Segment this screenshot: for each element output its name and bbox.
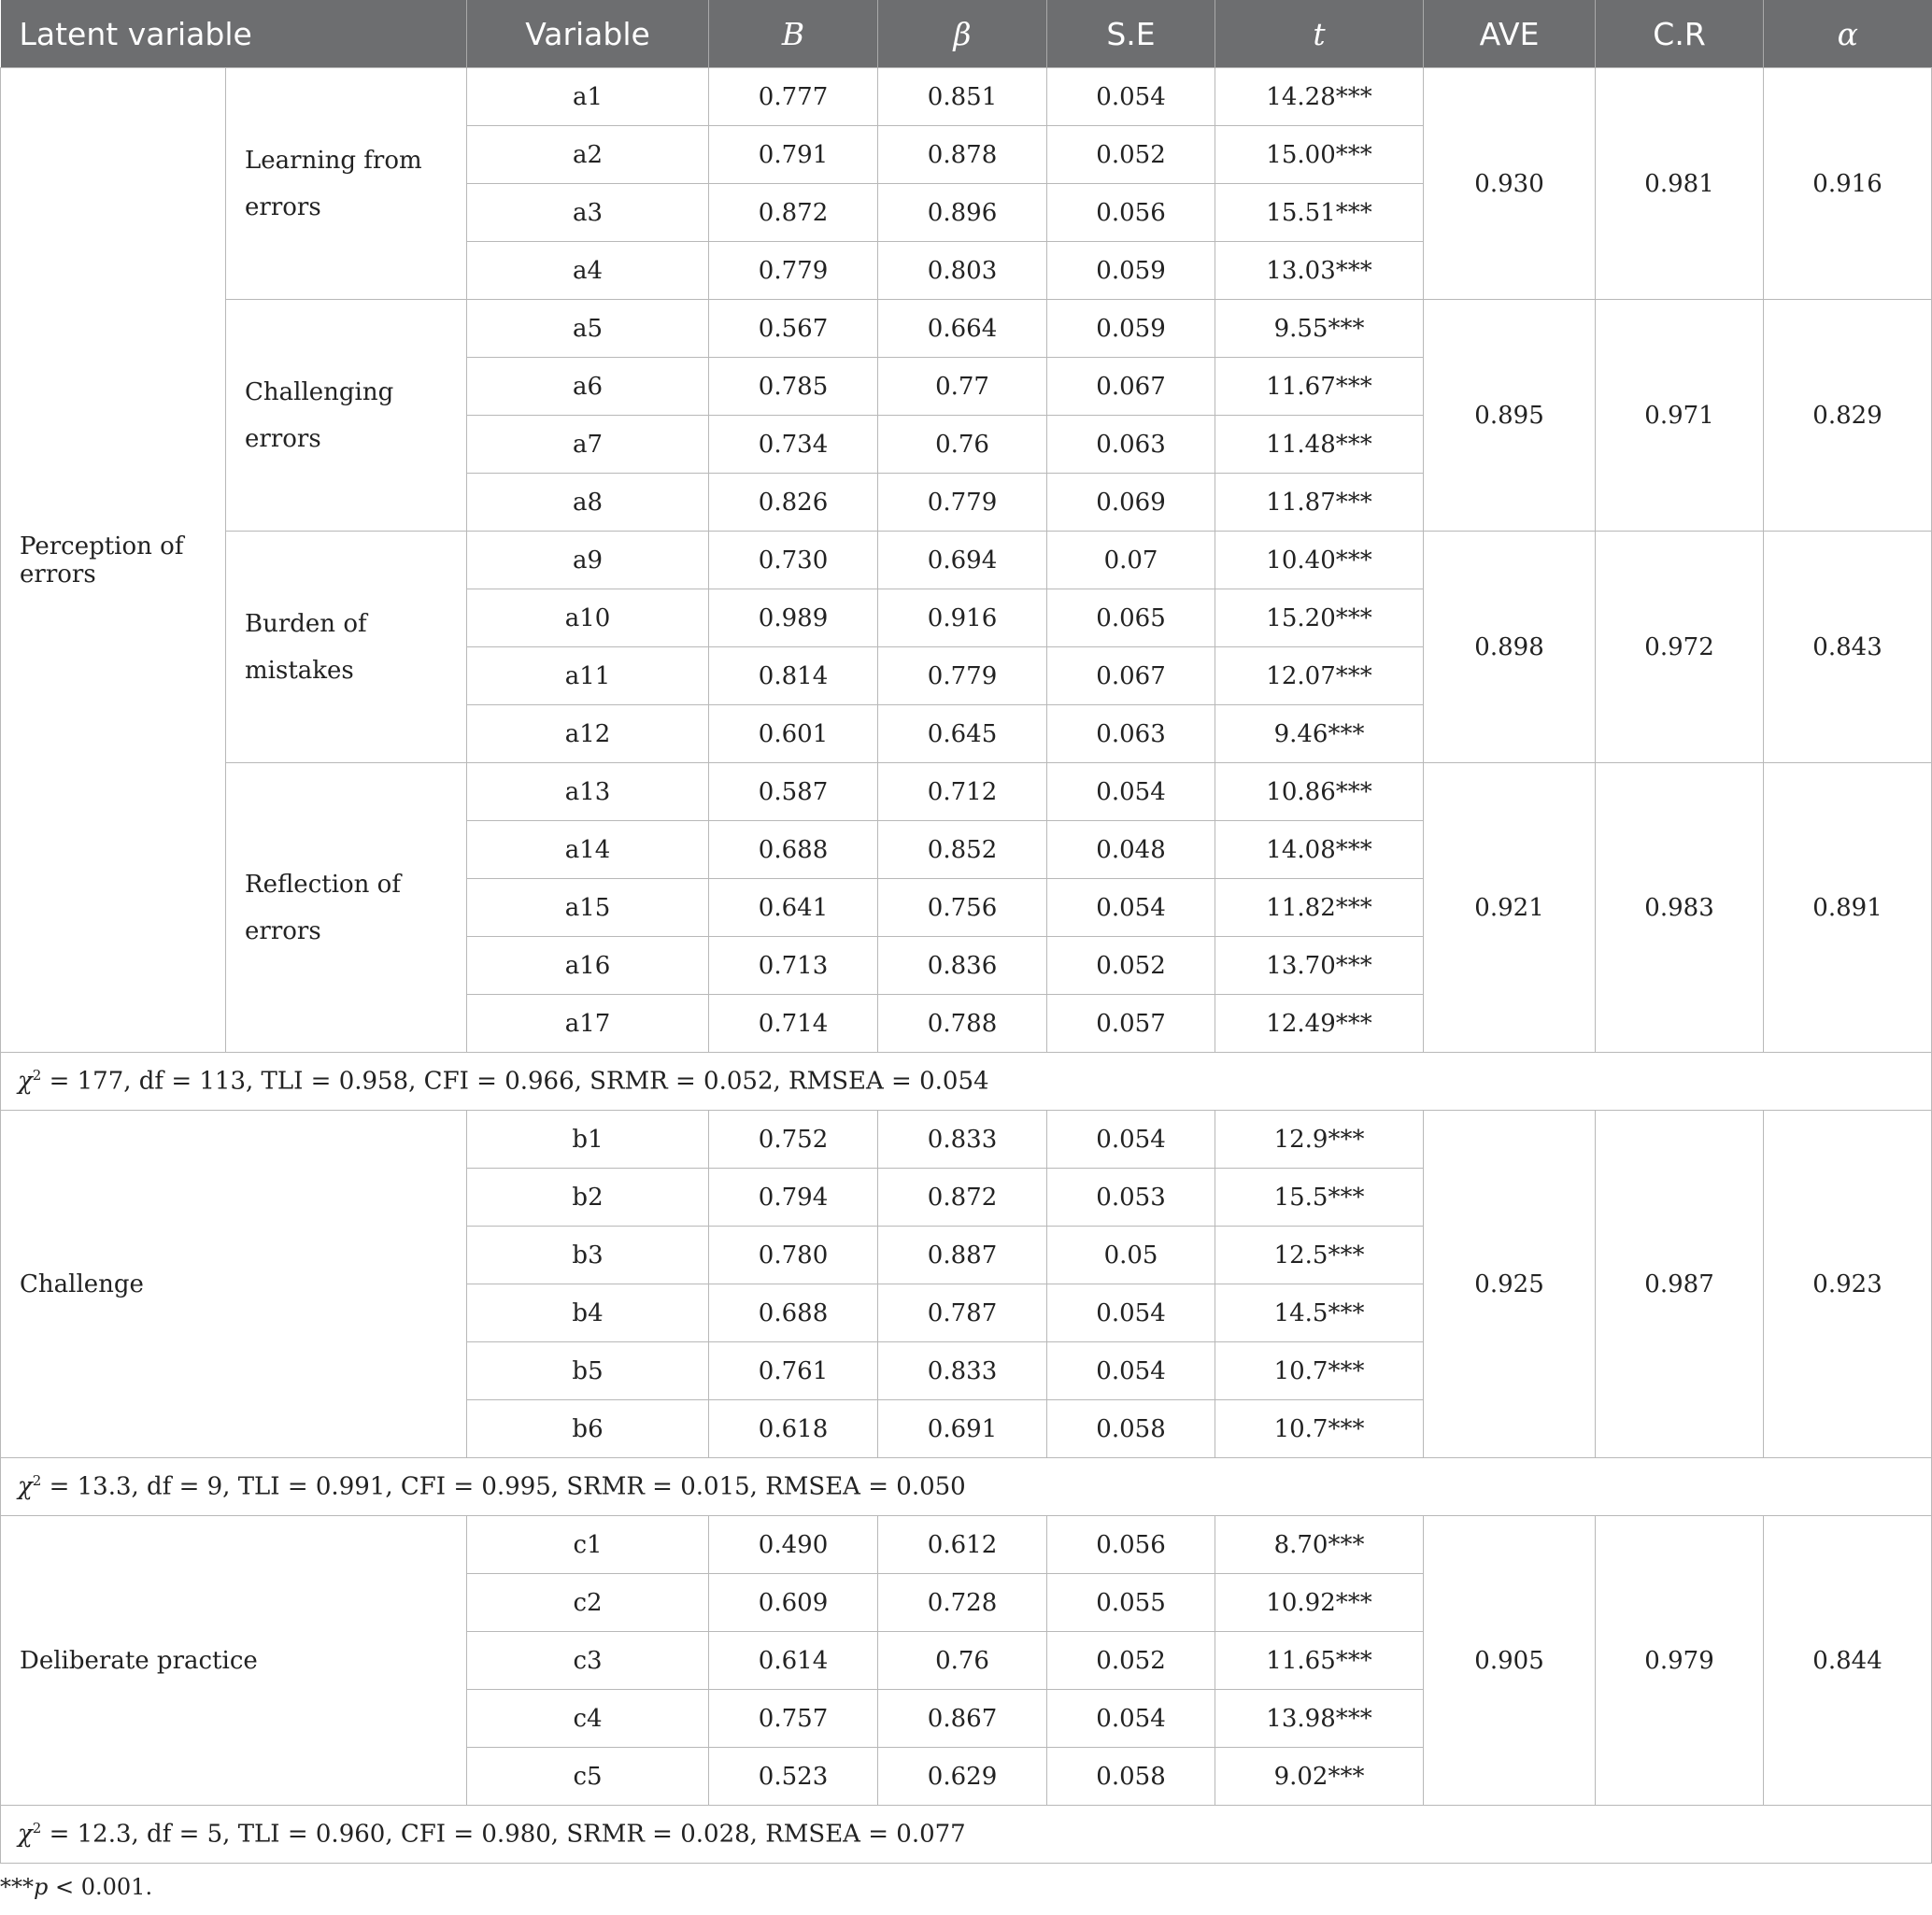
beta-cell: 0.867 [878, 1690, 1047, 1748]
t-cell: 15.00*** [1215, 126, 1424, 184]
subfactor-label: Burden of mistakes [226, 532, 467, 763]
variable-cell: c1 [467, 1516, 709, 1574]
footnote [0, 1874, 152, 1900]
se-cell: 0.054 [1047, 763, 1215, 821]
subfactor-label: Learning from errors [226, 68, 467, 300]
alpha-cell: 0.916 [1764, 68, 1932, 300]
ave-cell: 0.925 [1424, 1111, 1596, 1458]
footnote-text: < 0.001. [48, 1874, 153, 1900]
beta-cell: 0.788 [878, 995, 1047, 1053]
fit-index-cell [1, 1458, 1932, 1516]
t-cell: 10.7*** [1215, 1400, 1424, 1458]
se-cell: 0.059 [1047, 242, 1215, 300]
beta-cell: 0.896 [878, 184, 1047, 242]
variable-cell: a9 [467, 532, 709, 589]
beta-cell: 0.612 [878, 1516, 1047, 1574]
t-cell: 10.40*** [1215, 532, 1424, 589]
b-cell: 0.609 [709, 1574, 878, 1632]
cr-cell: 0.971 [1596, 300, 1764, 532]
header-variable: Variable [467, 0, 709, 68]
se-cell: 0.052 [1047, 126, 1215, 184]
t-cell: 15.20*** [1215, 589, 1424, 647]
cr-cell: 0.979 [1596, 1516, 1764, 1806]
fit-index-row [1, 1806, 1932, 1864]
b-cell: 0.614 [709, 1632, 878, 1690]
variable-cell: a14 [467, 821, 709, 879]
beta-cell: 0.836 [878, 937, 1047, 995]
se-cell: 0.053 [1047, 1169, 1215, 1227]
chi-symbol: χ [18, 1472, 33, 1501]
fit-index-cell [1, 1053, 1932, 1111]
table-body [1, 68, 1932, 1864]
t-cell: 11.87*** [1215, 474, 1424, 532]
b-cell: 0.713 [709, 937, 878, 995]
b-cell: 0.730 [709, 532, 878, 589]
se-cell: 0.054 [1047, 68, 1215, 126]
ave-cell: 0.905 [1424, 1516, 1596, 1806]
header-row [1, 0, 1932, 68]
latent-variable-label: Challenge [1, 1111, 467, 1458]
b-cell: 0.757 [709, 1690, 878, 1748]
variable-cell: a16 [467, 937, 709, 995]
variable-cell: a6 [467, 358, 709, 416]
se-cell: 0.067 [1047, 358, 1215, 416]
beta-cell: 0.756 [878, 879, 1047, 937]
ave-cell: 0.898 [1424, 532, 1596, 763]
variable-cell: b5 [467, 1342, 709, 1400]
t-cell: 10.92*** [1215, 1574, 1424, 1632]
se-cell: 0.054 [1047, 1690, 1215, 1748]
variable-cell: a15 [467, 879, 709, 937]
b-cell: 0.490 [709, 1516, 878, 1574]
footnote-p: p [34, 1874, 49, 1900]
b-cell: 0.688 [709, 821, 878, 879]
t-cell: 12.49*** [1215, 995, 1424, 1053]
b-cell: 0.779 [709, 242, 878, 300]
variable-cell: c3 [467, 1632, 709, 1690]
variable-cell: a17 [467, 995, 709, 1053]
b-cell: 0.587 [709, 763, 878, 821]
t-cell: 14.28*** [1215, 68, 1424, 126]
t-cell: 10.7*** [1215, 1342, 1424, 1400]
t-cell: 12.9*** [1215, 1111, 1424, 1169]
beta-cell: 0.664 [878, 300, 1047, 358]
se-cell: 0.055 [1047, 1574, 1215, 1632]
se-cell: 0.07 [1047, 532, 1215, 589]
table-row [1, 763, 1932, 821]
beta-cell: 0.694 [878, 532, 1047, 589]
variable-cell: a8 [467, 474, 709, 532]
se-cell: 0.056 [1047, 1516, 1215, 1574]
t-cell: 10.86*** [1215, 763, 1424, 821]
fit-index-text: = 12.3, df = 5, TLI = 0.960, CFI = 0.980, SRMR = 0.028, RMSEA = 0.077 [41, 1820, 966, 1849]
subfactor-label: Reflection of errors [226, 763, 467, 1053]
b-cell: 0.791 [709, 126, 878, 184]
ave-cell: 0.921 [1424, 763, 1596, 1053]
alpha-cell: 0.923 [1764, 1111, 1932, 1458]
variable-cell: b1 [467, 1111, 709, 1169]
b-cell: 0.780 [709, 1227, 878, 1284]
se-cell: 0.059 [1047, 300, 1215, 358]
b-cell: 0.777 [709, 68, 878, 126]
beta-cell: 0.852 [878, 821, 1047, 879]
t-cell: 11.48*** [1215, 416, 1424, 474]
alpha-cell: 0.844 [1764, 1516, 1932, 1806]
b-cell: 0.618 [709, 1400, 878, 1458]
b-cell: 0.785 [709, 358, 878, 416]
b-cell: 0.523 [709, 1748, 878, 1806]
header-cr: C.R [1596, 0, 1764, 68]
header-se: S.E [1047, 0, 1215, 68]
t-cell: 13.03*** [1215, 242, 1424, 300]
table-row [1, 300, 1932, 358]
b-cell: 0.826 [709, 474, 878, 532]
b-cell: 0.567 [709, 300, 878, 358]
header-t: t [1215, 0, 1424, 68]
t-cell: 13.98*** [1215, 1690, 1424, 1748]
alpha-cell: 0.891 [1764, 763, 1932, 1053]
latent-variable-label: Deliberate practice [1, 1516, 467, 1806]
cr-cell: 0.972 [1596, 532, 1764, 763]
chi-superscript: 2 [32, 1067, 42, 1085]
beta-cell: 0.691 [878, 1400, 1047, 1458]
variable-cell: a5 [467, 300, 709, 358]
b-cell: 0.601 [709, 705, 878, 763]
variable-cell: b2 [467, 1169, 709, 1227]
alpha-cell: 0.829 [1764, 300, 1932, 532]
t-cell: 13.70*** [1215, 937, 1424, 995]
variable-cell: b4 [467, 1284, 709, 1342]
beta-cell: 0.872 [878, 1169, 1047, 1227]
se-cell: 0.063 [1047, 705, 1215, 763]
table-row [1, 1516, 1932, 1574]
variable-cell: b6 [467, 1400, 709, 1458]
se-cell: 0.054 [1047, 879, 1215, 937]
t-cell: 14.5*** [1215, 1284, 1424, 1342]
ave-cell: 0.930 [1424, 68, 1596, 300]
se-cell: 0.054 [1047, 1284, 1215, 1342]
se-cell: 0.052 [1047, 1632, 1215, 1690]
cr-cell: 0.987 [1596, 1111, 1764, 1458]
variable-cell: a3 [467, 184, 709, 242]
beta-cell: 0.779 [878, 474, 1047, 532]
cr-cell: 0.981 [1596, 68, 1764, 300]
variable-cell: a10 [467, 589, 709, 647]
b-cell: 0.734 [709, 416, 878, 474]
chi-symbol: χ [18, 1820, 33, 1849]
se-cell: 0.058 [1047, 1400, 1215, 1458]
fit-index-cell [1, 1806, 1932, 1864]
table-row [1, 532, 1932, 589]
beta-cell: 0.887 [878, 1227, 1047, 1284]
b-cell: 0.714 [709, 995, 878, 1053]
se-cell: 0.063 [1047, 416, 1215, 474]
se-cell: 0.065 [1047, 589, 1215, 647]
t-cell: 9.55*** [1215, 300, 1424, 358]
header-latent-variable: Latent variable [1, 0, 467, 68]
b-cell: 0.641 [709, 879, 878, 937]
beta-cell: 0.728 [878, 1574, 1047, 1632]
t-cell: 9.46*** [1215, 705, 1424, 763]
beta-cell: 0.76 [878, 416, 1047, 474]
se-cell: 0.048 [1047, 821, 1215, 879]
beta-cell: 0.833 [878, 1342, 1047, 1400]
header-beta: β [878, 0, 1047, 68]
b-cell: 0.989 [709, 589, 878, 647]
beta-cell: 0.712 [878, 763, 1047, 821]
se-cell: 0.054 [1047, 1111, 1215, 1169]
se-cell: 0.058 [1047, 1748, 1215, 1806]
variable-cell: a1 [467, 68, 709, 126]
variable-cell: b3 [467, 1227, 709, 1284]
se-cell: 0.069 [1047, 474, 1215, 532]
b-cell: 0.794 [709, 1169, 878, 1227]
header-ave: AVE [1424, 0, 1596, 68]
chi-symbol: χ [18, 1067, 33, 1096]
beta-cell: 0.645 [878, 705, 1047, 763]
se-cell: 0.067 [1047, 647, 1215, 705]
header-b: B [709, 0, 878, 68]
b-cell: 0.814 [709, 647, 878, 705]
cr-cell: 0.983 [1596, 763, 1764, 1053]
ave-cell: 0.895 [1424, 300, 1596, 532]
fit-index-text: = 177, df = 113, TLI = 0.958, CFI = 0.966, SRMR = 0.052, RMSEA = 0.054 [41, 1067, 989, 1096]
se-cell: 0.054 [1047, 1342, 1215, 1400]
beta-cell: 0.76 [878, 1632, 1047, 1690]
b-cell: 0.872 [709, 184, 878, 242]
chi-superscript: 2 [32, 1472, 42, 1490]
t-cell: 9.02*** [1215, 1748, 1424, 1806]
beta-cell: 0.779 [878, 647, 1047, 705]
t-cell: 12.5*** [1215, 1227, 1424, 1284]
alpha-cell: 0.843 [1764, 532, 1932, 763]
se-cell: 0.05 [1047, 1227, 1215, 1284]
chi-superscript: 2 [32, 1820, 42, 1837]
subfactor-label: Challenging errors [226, 300, 467, 532]
t-cell: 15.5*** [1215, 1169, 1424, 1227]
t-cell: 14.08*** [1215, 821, 1424, 879]
beta-cell: 0.787 [878, 1284, 1047, 1342]
beta-cell: 0.851 [878, 68, 1047, 126]
t-cell: 15.51*** [1215, 184, 1424, 242]
variable-cell: a7 [467, 416, 709, 474]
header-alpha: α [1764, 0, 1932, 68]
variable-cell: a2 [467, 126, 709, 184]
se-cell: 0.052 [1047, 937, 1215, 995]
b-cell: 0.761 [709, 1342, 878, 1400]
t-cell: 8.70*** [1215, 1516, 1424, 1574]
fit-index-row [1, 1053, 1932, 1111]
t-cell: 11.65*** [1215, 1632, 1424, 1690]
variable-cell: a12 [467, 705, 709, 763]
fit-index-text: = 13.3, df = 9, TLI = 0.991, CFI = 0.995, SRMR = 0.015, RMSEA = 0.050 [41, 1472, 966, 1501]
se-cell: 0.056 [1047, 184, 1215, 242]
variable-cell: c4 [467, 1690, 709, 1748]
table-row [1, 68, 1932, 126]
variable-cell: c5 [467, 1748, 709, 1806]
t-cell: 11.82*** [1215, 879, 1424, 937]
t-cell: 11.67*** [1215, 358, 1424, 416]
footnote-stars: *** [0, 1874, 34, 1900]
beta-cell: 0.77 [878, 358, 1047, 416]
beta-cell: 0.878 [878, 126, 1047, 184]
variable-cell: c2 [467, 1574, 709, 1632]
beta-cell: 0.803 [878, 242, 1047, 300]
b-cell: 0.752 [709, 1111, 878, 1169]
beta-cell: 0.833 [878, 1111, 1047, 1169]
variable-cell: a11 [467, 647, 709, 705]
se-cell: 0.057 [1047, 995, 1215, 1053]
beta-cell: 0.916 [878, 589, 1047, 647]
fit-index-row [1, 1458, 1932, 1516]
b-cell: 0.688 [709, 1284, 878, 1342]
variable-cell: a13 [467, 763, 709, 821]
variable-cell: a4 [467, 242, 709, 300]
beta-cell: 0.629 [878, 1748, 1047, 1806]
t-cell: 12.07*** [1215, 647, 1424, 705]
latent-variable-label: Perception of errors [1, 68, 226, 1053]
table-row [1, 1111, 1932, 1169]
